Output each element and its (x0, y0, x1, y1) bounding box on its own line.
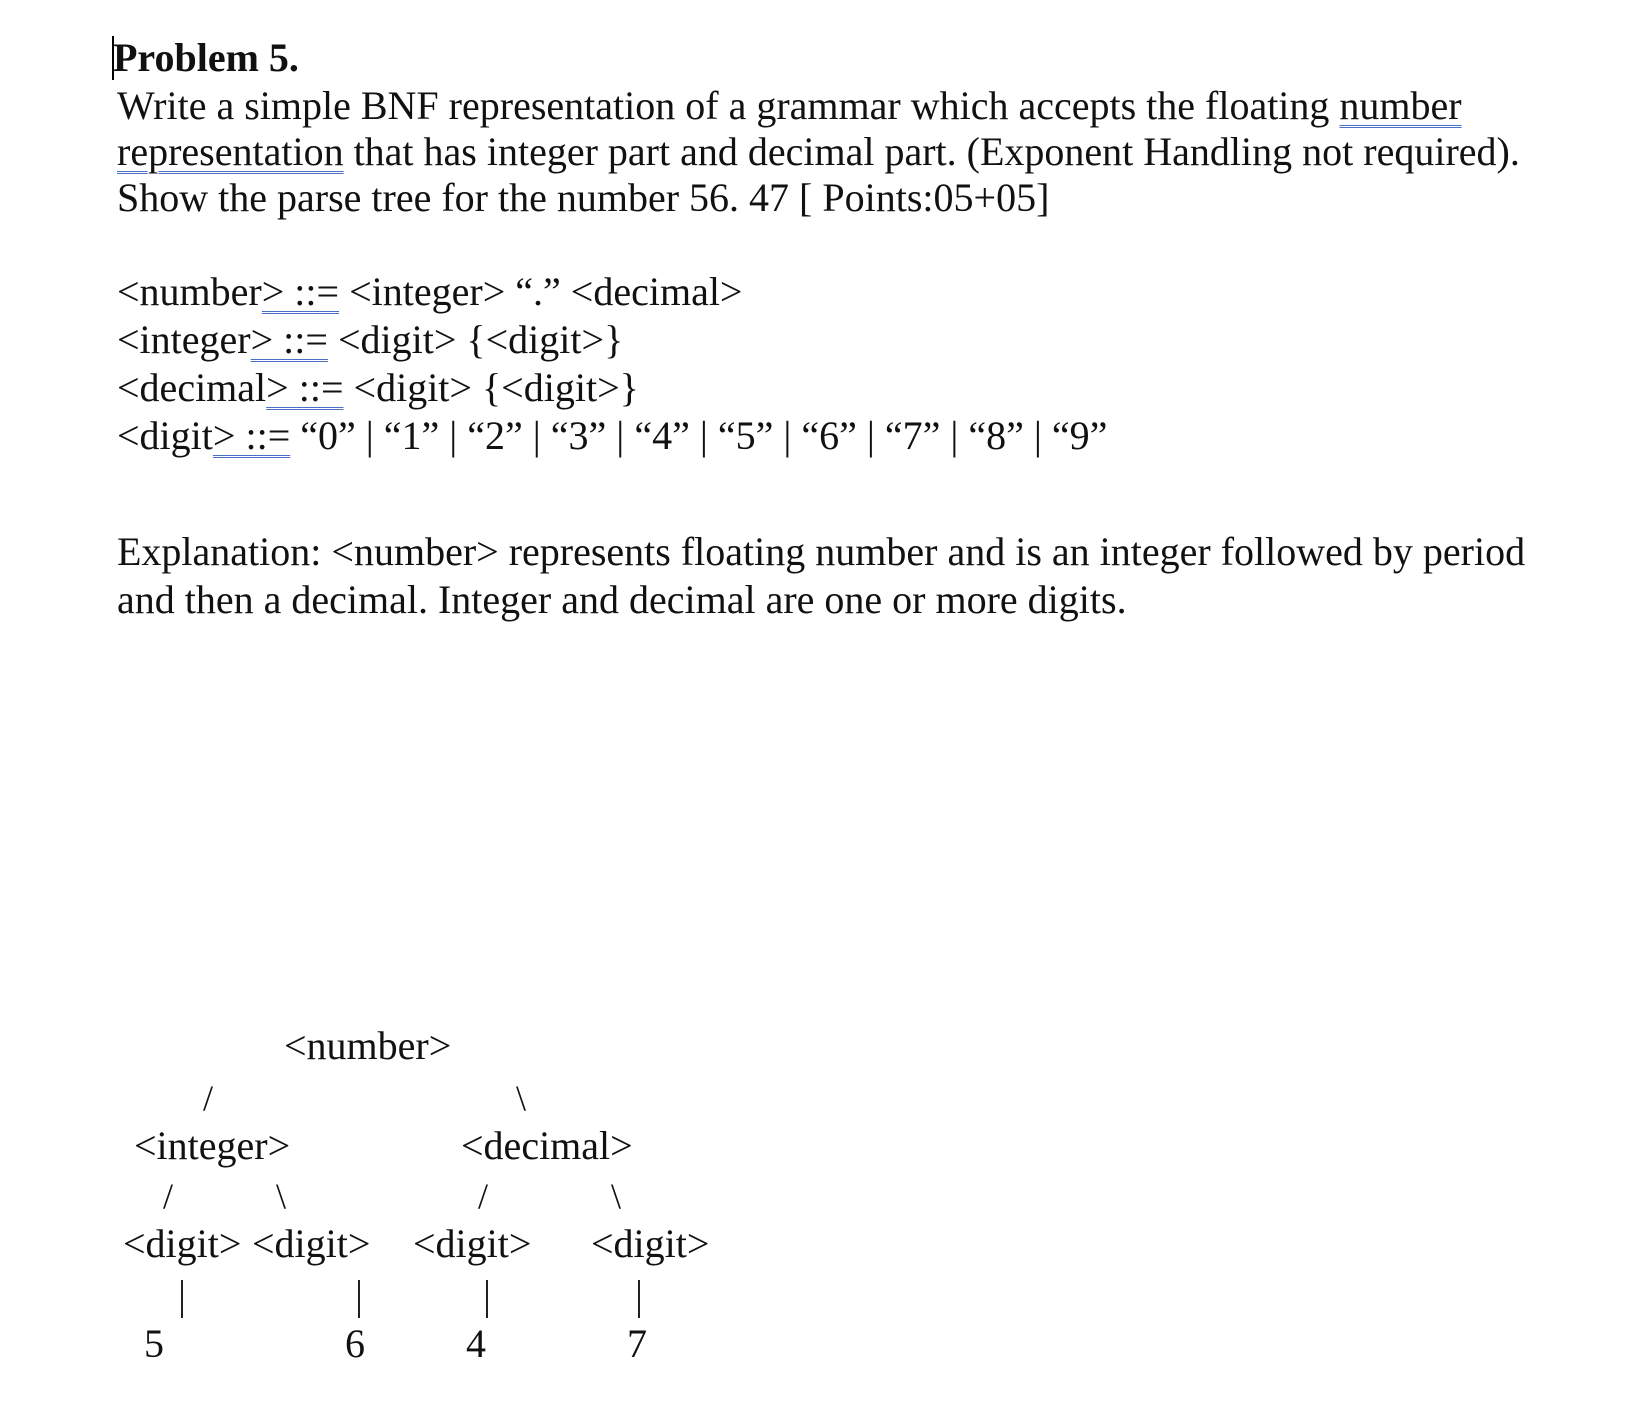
tree-node-digit: <digit> (591, 1221, 710, 1266)
problem-statement-line-2 (117, 128, 1520, 176)
rule-assign[interactable]: > ::= (261, 269, 340, 314)
grammar-rule-integer (117, 316, 623, 364)
problem-title: Problem 5. (113, 35, 299, 80)
grammar-rule-number (117, 268, 743, 316)
tree-leaf-7: 7 (627, 1321, 647, 1366)
tree-edge-left: / (478, 1176, 489, 1216)
rule-lhs: <number (117, 269, 262, 314)
problem-statement-line-1 (117, 82, 1462, 130)
tree-node-integer: <integer> (134, 1123, 291, 1168)
tree-node-digit: <digit> (413, 1221, 532, 1266)
spellcheck-word[interactable]: number (1339, 83, 1462, 128)
rule-assign[interactable]: > ::= (212, 413, 291, 458)
spellcheck-word[interactable]: representation (117, 129, 344, 174)
tree-edge-right: \ (276, 1176, 287, 1216)
tree-root-number: <number> (284, 1023, 452, 1068)
tree-edge-vertical (358, 1280, 360, 1318)
tree-edge-vertical (486, 1280, 488, 1318)
rule-rhs: <digit> {<digit>} (343, 365, 639, 410)
explanation-line-2: and then a decimal. Integer and decimal are one or more digits. (117, 577, 1127, 622)
grammar-rule-decimal (117, 364, 639, 412)
rule-assign[interactable]: > ::= (266, 365, 344, 410)
tree-node-decimal: <decimal> (461, 1123, 633, 1168)
tree-edge-right: \ (611, 1176, 622, 1216)
tree-edge-vertical (181, 1280, 183, 1318)
tree-edge-left: / (163, 1176, 174, 1216)
rule-rhs: <integer> “.” <decimal> (339, 269, 743, 314)
tree-node-digit: <digit> (252, 1221, 371, 1266)
rule-lhs: <digit (117, 413, 213, 458)
grammar-rule-digit (117, 412, 1107, 460)
tree-leaf-6: 6 (345, 1321, 365, 1366)
explanation-line-1: Explanation: <number> represents floating number and is an integer followed by period (117, 529, 1526, 574)
rule-assign[interactable]: > ::= (250, 317, 328, 362)
tree-edge-vertical (638, 1280, 640, 1318)
statement-text: Write a simple BNF representation of a grammar which accepts the floating (117, 83, 1340, 128)
tree-leaf-4: 4 (466, 1321, 486, 1366)
rule-rhs: “0” | “1” | “2” | “3” | “4” | “5” | “6” | “7” | “8” | “9” (290, 413, 1108, 458)
tree-leaf-5: 5 (144, 1321, 164, 1366)
rule-lhs: <integer (117, 317, 251, 362)
rule-rhs: <digit> {<digit>} (327, 317, 624, 362)
statement-text: that has integer part and decimal part. (Exponent Handling not required). (343, 129, 1520, 174)
problem-statement-line-3: Show the parse tree for the number 56. 47 [ Points:05+05] (117, 175, 1050, 220)
rule-lhs: <decimal (117, 365, 267, 410)
tree-node-digit: <digit> (123, 1221, 242, 1266)
tree-edge-left: / (203, 1078, 214, 1118)
tree-edge-right: \ (516, 1078, 527, 1118)
